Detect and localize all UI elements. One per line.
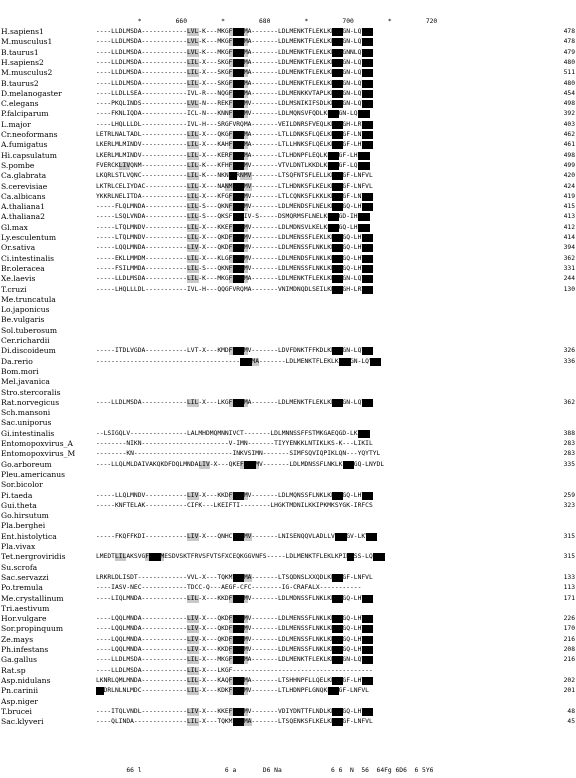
alignment-row (0, 161, 576, 171)
species-label: Sol.tuberosum (1, 325, 58, 335)
position-number: 130 (563, 285, 575, 293)
position-number: 420 (563, 172, 575, 180)
species-label: Gui.theta (1, 500, 37, 510)
alignment-row (0, 521, 576, 531)
alignment-row (0, 532, 576, 542)
sequence: ----LLDLMSDA------------LIL-X---MKGFVRNMA-------LDLMENKTFLEKLKPGDGN-LQYVL (96, 656, 373, 664)
alignment-row (0, 439, 576, 449)
species-label: A.thaliana1 (1, 202, 46, 212)
alignment-row (0, 686, 576, 696)
alignment-row (0, 89, 576, 99)
alignment-row (0, 357, 576, 367)
sequence: ----LIQLMNDA------------LIL-X---KKDFVRNMV-------LDLMDNSSFLNKLKPGDGQ-LHYVL (96, 594, 373, 602)
species-label: T.cruzi (1, 284, 27, 294)
alignment-row (0, 614, 576, 624)
position-number: 414 (563, 234, 575, 241)
sequence: ----LLDLMSDA------------LVL-K---MKGFVRNMA-------LDLMENKTFLEKLKPGDGN-LQYVL (96, 28, 373, 35)
alignment-row (0, 336, 576, 346)
sequence: --------NIKN-----------------------V-IMN-------TIYYENKKLNTIKLKS-K---LIKIL (96, 440, 373, 447)
species-label: Tet.nergroviridis (1, 552, 66, 562)
sequence: ----LLDLMSDA------------LIL-X---LKGF------------------------------------- (96, 666, 373, 674)
position-number: 394 (563, 244, 575, 252)
position-number: 412 (563, 223, 575, 231)
species-label: H.sapiens2 (1, 57, 44, 67)
alignment-row (0, 635, 576, 645)
sequence: ----LLDLMSDA------------LVL-K---MKGFVRNMA-------LDLMENKTFLEKLKPGDGN-LQYVL (96, 38, 373, 46)
species-label: Ga.gallus (1, 655, 38, 665)
position-number: 336 (563, 357, 575, 365)
species-label: Lo.japonicus (1, 305, 50, 315)
alignment-row (0, 223, 576, 233)
species-label: Entomopoxvirus_A (1, 439, 73, 448)
alignment-row (0, 676, 576, 686)
sequence: -----FSILMMDA-----------LIL-S---QKNFVRNMV-------LDLMENSSFLNKLKPGDGQ-LHYVL (96, 264, 373, 272)
alignment-row (0, 27, 576, 37)
alignment-row (0, 645, 576, 655)
species-label: Ci.intestinalis (1, 253, 55, 263)
sequence: YKKRLNELITDA------------LIL-X---KFGFVRNMV-------LTLCQNKSFLKKLKPGDGF-LNYVL (96, 192, 373, 200)
alignment-row (0, 367, 576, 377)
position-number: 499 (563, 161, 575, 169)
sequence: -----LQQLMNDA-----------LIV-X---QKDFVRNMV-------LDLMENSSFLNKLKPGDGQ-LHYVL (96, 244, 373, 252)
alignment-row (0, 573, 576, 583)
species-label: Pla.vivax (1, 542, 36, 551)
position-number: 259 (563, 491, 575, 499)
position-number: 454 (563, 89, 575, 97)
sequence: ----LQQLMNDA------------LIV-X---KKDFVRNMV-------LDLMENSSFLNKLKPGDGQ-LHYVL (96, 646, 373, 653)
alignment-row (0, 202, 576, 212)
alignment-row (0, 583, 576, 593)
alignment-row (0, 109, 576, 119)
alignment-row (0, 377, 576, 387)
species-label: S.cerevisiae (1, 181, 48, 191)
sequence: ----LQQLMNDA------------LIV-X---QKDFVRNMV-------LDLMENSSFLNKLKPGDGQ-LHYVL (96, 615, 373, 623)
species-label: Sch.mansoni (1, 408, 51, 418)
alignment-row (0, 501, 576, 511)
position-number: 113 (563, 584, 575, 592)
alignment-row (0, 398, 576, 408)
species-label: Pn.carinii (1, 686, 39, 696)
species-label: Sor.bicolor (1, 480, 43, 490)
sequence: ----LLDLMSDA------------LVL-K---MKGFVRNMA-------LDLMENKTFLEKLKPGDGNNLQYVL (96, 48, 373, 56)
position-number: 419 (563, 192, 575, 200)
sequence: -----EKLLMMDM-----------LIL-X---KLGFVRNMV-------LDLMENDSFLNKLKPGDGQ-LHYVL (96, 254, 373, 262)
sequence: -----KNFTELAK-----------CIFK---LKEIFTI--------LHGKTMDNILKKIPKMKSYGK-IRFCS (96, 501, 373, 509)
sequence: ----LLDLLSEA------------IVL-R---NQGFVRNMA-------LDLMENKKVTAPLKPGDGN-LQYVL (96, 89, 373, 97)
sequence: ----LHQLLLDL------------IVL-H---SRGFVRQMA-------VEILDNRSFVEQLKPGDGH-LRYVL (96, 120, 373, 128)
sequence: ----LLDLMSDA------------LIL-X---SKGFVRNMA-------LDLMENKTFLEKLKPGDGN-LQYVL (96, 69, 373, 77)
sequence: LKTRLCELIYDAC-----------LIL-X---NANMVRNMV-------LTLHDNKSFLKELKPGDGF-LNFVL (96, 182, 373, 190)
position-number: 133 (563, 573, 575, 581)
alignment-row (0, 233, 576, 243)
position-number: 48 (567, 707, 575, 715)
alignment-row (0, 594, 576, 604)
alignment-row (0, 48, 576, 58)
position-number: 498 (563, 151, 575, 159)
position-number: 413 (563, 213, 575, 221)
species-label: P.falciparum (1, 109, 49, 119)
alignment-row (0, 140, 576, 150)
sequence: --LSIGQLV---------------LALMHDMQMNNIVCT-------LDLMNNSSFFSTMKGAEQGD-LKYVL (96, 429, 369, 437)
species-label: Ca.albicans (1, 191, 46, 201)
alignment-row (0, 552, 576, 562)
sequence: -----LTQLMNDV-----------LIL-X---QKDFVRNMV-------LDLMENSSFLEKLKPGDGQ-LHYVL (96, 234, 373, 241)
species-label: Rat.sp (1, 665, 26, 675)
alignment-row (0, 264, 576, 274)
position-number: 415 (563, 203, 575, 211)
alignment-row (0, 212, 576, 222)
position-number: 216 (563, 656, 575, 664)
species-label: Pi.taeda (1, 490, 33, 500)
species-label: Ca.glabrata (1, 171, 47, 181)
sequence: LKERLMLMINDV------------LIL-X---KAHFVRNMA-------LTLLHNKSFLQELKPGDGF-LHYVL (96, 141, 373, 149)
sequence: -----LSQLVNDA-----------LIL-S---QKSFVRNIV-S-----DSMQRMSFLNELKPGDGD-IHYVL (96, 213, 369, 221)
species-label: M.musculus2 (1, 68, 53, 78)
alignment-row (0, 717, 576, 727)
species-label: Gl.max (1, 222, 28, 232)
position-number: 388 (563, 429, 575, 437)
position-number: 283 (563, 440, 575, 447)
sequence: ----LLDLMSDA------------LIL-X---LKGFVRNMA-------LDLMENKTFLEKLKPGDGN-LQYVL (96, 398, 373, 406)
position-number: 478 (563, 28, 575, 35)
species-label: Pleu.americanus (1, 469, 66, 479)
species-label: C.elegans (1, 99, 39, 109)
sequence: LETRLNALTADL------------LIL-X---QKGFVRNMA-------LTLLDNKSFLQELKPGDGF-LNYVL (96, 131, 373, 138)
species-label: S.pombe (1, 160, 35, 170)
alignment-row (0, 429, 576, 439)
species-label: Cer.richardii (1, 336, 50, 345)
position-number: 511 (563, 69, 575, 77)
species-label: Me.truncatula (1, 294, 56, 304)
alignment-row (0, 460, 576, 470)
species-label: Or.sativa (1, 243, 36, 253)
sequence: -----FLQLMNDA-----------LIL-S---QKNFVRNMV-------LDLMENDSFLNELKPGDGQ-LHYVL (96, 203, 373, 211)
alignment-row (0, 542, 576, 552)
alignment-row (0, 254, 576, 264)
species-label: Su.scrofa (1, 562, 38, 572)
species-label: Go.arboreum (1, 459, 52, 469)
sequence: -----LLDLMSDA-----------LIL-K---MKGFVRNMA-------LDLMENKTFLEKLKPGDGN-LQYVL (96, 275, 373, 283)
species-label: A.fumigatus (1, 140, 48, 150)
sequence: ----LLDLMSDA------------LIL-X---SKGFVRNMA-------LDLMENKTFLEKLKPGDGN-LQYVL (96, 79, 373, 87)
species-label: Asp.niger (1, 696, 38, 706)
alignment-row (0, 326, 576, 336)
alignment-row (0, 604, 576, 614)
species-label: Sor.propinquum (1, 624, 64, 634)
position-number: 171 (563, 594, 575, 602)
sequence: LMEDTLILAKSVGFVRNMESDVSKTFRVSFVTSFXCEQKGGVNFS-----LDLMENKTFLEKLKPIDGSS-LQYVL (96, 553, 385, 561)
species-label: Stro.stercoralis (1, 387, 61, 397)
position-number: 208 (563, 646, 575, 653)
species-label: Sac.klyveri (1, 717, 44, 727)
species-label: Tri.aestivum (1, 603, 50, 613)
species-label: Da.rerio (1, 356, 33, 366)
alignment-row (0, 418, 576, 428)
alignment-row (0, 511, 576, 521)
alignment-row (0, 274, 576, 284)
alignment-row (0, 666, 576, 676)
position-number: 331 (563, 264, 575, 272)
sequence: ----ITQLVNDL------------LIV-X---KKEFVRNMV-------VDIYDNTTFLNDLKPGDGQ-LHYVL (96, 707, 373, 715)
position-number: 461 (563, 141, 575, 149)
species-label: Be.vulgaris (1, 315, 45, 325)
alignment-row (0, 305, 576, 315)
species-label: Cr.neoformans (1, 130, 58, 139)
position-number: 362 (563, 398, 575, 406)
position-number: 478 (563, 38, 575, 46)
species-label: D.melanogaster (1, 88, 62, 98)
sequence: ----LQQLMNDA------------LIV-X---QKDFVRNMV-------LDLMENSSFLNKLKPGDGQ-LHYVL (96, 625, 373, 633)
alignment-row (0, 295, 576, 305)
alignment-row (0, 707, 576, 717)
position-number: 479 (563, 48, 575, 56)
sequence: FVERCKLIVQNM------------LIL-K---KFHFVRNMV-------VTVLDNTLKKDLKPGDGF-LQYVL (96, 161, 369, 169)
position-number: 498 (563, 100, 575, 108)
sequence: ----LQQLMNDA------------LIV-X---QKDFVRNMV-------LDLMENSSFLNKLKPGDGQ-LHYVL (96, 635, 373, 643)
sequence: -----LLQLMNDV-----------LIV-X---KKDFVRNMV-------LDLMQNSSFLNKLKPGDGQ-LHYVL (96, 491, 373, 499)
species-label: Hor.vulgare (1, 614, 47, 624)
species-label: Bom.mori (1, 366, 39, 376)
sequence: --------KN--------------------------INKVSIMN-------SIMFSQVIQPIKLQN---YQYTYL (96, 450, 381, 458)
position-number: 462 (563, 131, 575, 138)
species-label: Ph.infestans (1, 645, 49, 654)
sequence: ----FKNLIQDA------------ICL-N---KNNFVRNMV-------LDLMQNSVFQDLKPGDGN-LQYVL (96, 110, 369, 118)
alignment-row (0, 192, 576, 202)
alignment-row (0, 563, 576, 573)
species-label: Entomopoxvirus_M (1, 449, 76, 459)
position-number: 480 (563, 58, 575, 66)
position-number: 326 (563, 347, 575, 355)
sequence: ----LLQLMLDAIVAKQKDFDQLMNDALIV-X---QKEFVRNMV-------LDLMDNSSFLNKLKPGDGQ-LNYDL (96, 460, 385, 468)
sequence: LKNRLQMLMNDA------------LIL-X---KAQFVRNMA-------LTSHHNPFLLQELKPGDGF-LHYVL (96, 676, 373, 684)
position-number: 283 (563, 450, 575, 458)
position-number: 335 (563, 460, 575, 468)
alignment-row (0, 151, 576, 161)
alignment-row (0, 697, 576, 707)
position-number: 392 (563, 110, 575, 118)
species-label: Rat.norvegicus (1, 397, 60, 407)
position-number: 170 (563, 625, 575, 633)
sequence: ----PKQLINDS------------LVL-N---REKFVRNMV-------LDLMSNIKIFSDLKPGDGN-LQYVL (96, 100, 373, 108)
alignment-row (0, 58, 576, 68)
species-label: Sac.servazzi (1, 572, 49, 582)
species-label: Ze.mays (1, 634, 34, 644)
species-label: T.brucei (1, 706, 32, 716)
position-number: 45 (567, 718, 575, 726)
species-label: Xe.laevis (1, 274, 36, 284)
sequence: YVDRLNLNLMDC------------LIL-X---KDKFVRNMV-------LTLHDNPFLGNQKPGDGF-LNFVL (96, 687, 369, 695)
species-label: Ent.histolytica (1, 531, 57, 541)
sequence: ----IASV-NEC------------TDCC-Q---AEGF-CFC--------IG-CRAFALX----------- (96, 584, 362, 592)
alignment-row (0, 480, 576, 490)
position-number: 424 (563, 182, 575, 190)
species-label: Pla.berghei (1, 521, 46, 531)
sequence: ----LLDLMSDA------------LIL-X---SKGFVRNMA-------LDLMENKTFLEKLKPGDGN-LQYVL (96, 58, 373, 66)
species-label: L.major (1, 119, 31, 129)
sequence: ----QLINDA--------------LIL-X---TQKMVRNMA-------LTSQENKSFLKELKPGDGF-LNFVL (96, 718, 373, 726)
position-ruler: * 660 * 680 * 700 * 720 (96, 18, 438, 25)
species-label: Mel.javanica (1, 377, 50, 387)
sequence: LRKRLDLISDT-------------VVL-X---TQKMVRNMA-------LTSQDNSLXXQDLKPGDGF-LNFVL (96, 573, 373, 581)
species-label: H.sapiens1 (1, 27, 44, 36)
species-label: Me.crystallinum (1, 593, 64, 603)
species-label: Br.oleracea (1, 263, 45, 273)
position-number: 244 (563, 275, 575, 283)
alignment-row (0, 182, 576, 192)
species-label: B.taurus2 (1, 78, 39, 88)
alignment-row (0, 285, 576, 295)
alignment-row (0, 470, 576, 480)
sequence: -----LTQLMNDV-----------LIL-X---KKEFVRNMV-------LDLMDNSVLKELKPGDGQ-LHYVL (96, 223, 369, 231)
sequence: -----LHQLLLDL-----------IVL-H---QQGFVRQMA-------VNIMDNQDLSEILKPGDGH-LRYVL (96, 285, 373, 293)
species-label: Po.tremula (1, 583, 43, 593)
species-label: Gi.intestinalis (1, 428, 55, 438)
alignment-row (0, 120, 576, 130)
position-number: 323 (563, 501, 575, 509)
alignment-row (0, 37, 576, 47)
position-number: 480 (563, 79, 575, 87)
species-label: Ly.esculentum (1, 233, 57, 242)
alignment-row (0, 130, 576, 140)
sequence: LKQRLSTLVQNC------------LIL-K---NKNYVRNMV-------LTSQFNTSFLELLKPGDGF-LNFVL (96, 172, 373, 180)
alignment-row (0, 655, 576, 665)
position-number: 315 (563, 553, 575, 561)
species-label: Sac.uniporus (1, 418, 52, 428)
alignment-row (0, 346, 576, 356)
species-label: Di.discoideum (1, 346, 56, 356)
position-number: 403 (563, 120, 575, 128)
sequence: LKERLMLMINDV------------LIL-X---KERFVRNMA-------LTLHDNPFLEQLKPGDGF-LHYVL (96, 151, 369, 159)
species-label: B.taurus1 (1, 47, 39, 57)
position-number: 362 (563, 254, 575, 262)
position-number: 226 (563, 615, 575, 623)
sequence: -----ITDLVGDA-----------LVT-X---KMDFVRNMV-------LDVFDNKTFFKDLKPGDGN-LQYVL (96, 347, 373, 355)
species-label: Go.hirsutum (1, 511, 49, 521)
alignment-row (0, 68, 576, 78)
position-number: 216 (563, 635, 575, 643)
alignment-row (0, 243, 576, 253)
species-label: M.musculus1 (1, 37, 53, 47)
position-number: 201 (563, 687, 575, 695)
sequence: --------------------------------------VRNMA-------LDLMENKTFLEKLKPGDGN-LQYVL (96, 357, 381, 365)
species-label: Asp.nidulans (1, 675, 51, 685)
alignment-row (0, 79, 576, 89)
alignment-row (0, 624, 576, 634)
alignment-row (0, 99, 576, 109)
alignment-row (0, 449, 576, 459)
species-label: A.thaliana2 (1, 212, 46, 222)
species-label: Hi.capsulatum (1, 150, 57, 160)
position-number: 315 (563, 532, 575, 540)
sequence: -----FKQFFKDI-----------LIV-X---QNHCVRNMV-------LNISENQQVLADLLVPGDGV-LKYVL (96, 532, 377, 540)
alignment-row (0, 171, 576, 181)
alignment-row (0, 388, 576, 398)
alignment-row (0, 491, 576, 501)
alignment-row (0, 315, 576, 325)
alignment-row (0, 408, 576, 418)
consensus-line: 66 l 6 a D6 Na 6 6 N 56 64Fg 6D6 6 5Y6 (96, 767, 434, 774)
position-number: 202 (563, 676, 575, 684)
